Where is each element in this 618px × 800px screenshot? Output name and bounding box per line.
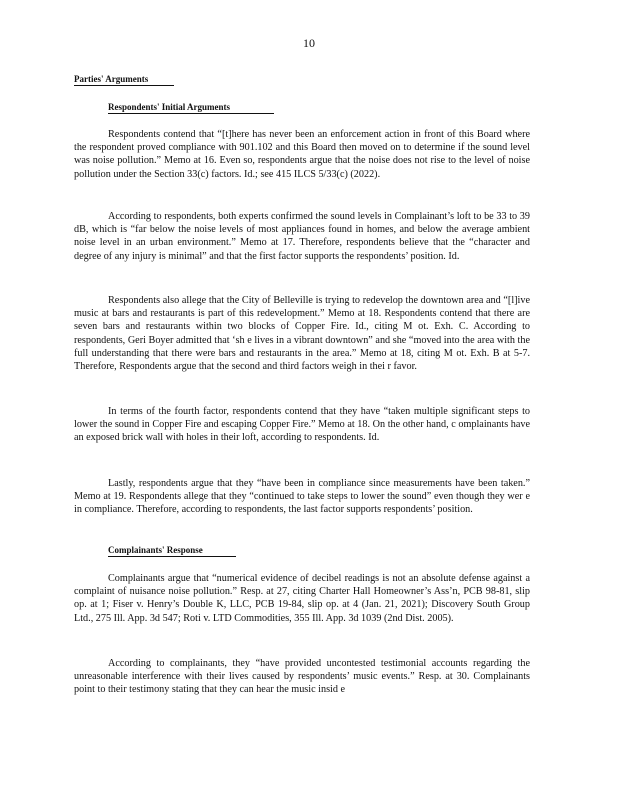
paragraph [74,477,530,517]
section-heading: Parties' Arguments [74,74,174,86]
paragraph [74,657,530,697]
page-number: 10 [303,36,315,50]
paragraph [74,210,530,263]
paragraph-text: In terms of the fourth factor, respondents contend that they have “taken multiple significant steps to lower the sound in Copper Fire and escaping Copper Fire.” Memo at 18. On the other hand, c omplainants have an exposed brick wall with holes in their loft, according to respondents. Id. [74,406,530,444]
paragraph-text: Respondents contend that “[t]here has never been an enforcement action in front of this Board where the respondent proved compliance with 901.102 and this Board then moved on to determine if the sound level was noise pollution.” Memo at 16. Even so, respondents argue that the noise does not rise to the level of noise pollution under the Section 33(c) factors. Id.; see 415 ILCS 5/33(c) (2022). [74,129,530,180]
paragraph [74,572,530,625]
paragraph [74,405,530,445]
paragraph [74,128,530,181]
subsection-heading-respondents: Respondents' Initial Arguments [108,102,274,114]
paragraph-text: Lastly, respondents argue that they “have been in compliance since measurements have been taken.” Memo at 19. Respondents allege that they “continued to take steps to lower the sound” even though they wer e in compliance. Therefore, according to respondents, the last factor supports respondents’ position. [74,478,530,516]
paragraph-text: According to complainants, they “have provided uncontested testimonial accounts regarding the unreasonable interference with their lives caused by respondents’ music events.” Resp. at 30. Complainants point to their testimony stating that they can hear the music insid e [74,658,530,696]
paragraph-text: Complainants argue that “numerical evidence of decibel readings is not an absolute defense against a complaint of nuisance noise pollution.” Resp. at 27, citing Charter Hall Homeowner’s Ass’n, PCB 98-81, slip op. at 1; Fiser v. Henry’s Double K, LLC, PCB 19-84, slip op. at 4 (Jan. 21, 2021); Discovery South Group Ltd., 275 Ill. App. 3d 547; Roti v. LTD Commodities, 355 Ill. App. 3d 1039 (2nd Dist. 2005). [74,573,530,624]
paragraph [74,294,530,373]
paragraph-text: According to respondents, both experts confirmed the sound levels in Complainant’s loft to be 33 to 39 dB, which is “far below the noise levels of most appliances found in homes, and below the average ambient noise level in an urban environment.” Memo at 17. Therefore, respondents believe that the “character and degree of any injury is minimal” and that the first factor supports the respondents’ position. Id. [74,211,530,262]
paragraph-text: Respondents also allege that the City of Belleville is trying to redevelop the downtown area and “[l]ive music at bars and restaurants is part of this redevelopment.” Memo at 18. Respondents contend that there are seven bars and restaurants within two blocks of Copper Fire. Id., citing M ot. Exh. C. According to respondents, Geri Boyer admitted that ‘sh e lives in a vibrant downtown” and she “moved into the area with the full understanding that there were bars and restaurants in the area.” Memo at 18, citing M ot. Exh. B at 5-7. Therefore, Respondents argue that the second and third factors weigh in thei r favor. [74,295,530,373]
subsection-heading-complainants: Complainants' Response [108,545,236,557]
